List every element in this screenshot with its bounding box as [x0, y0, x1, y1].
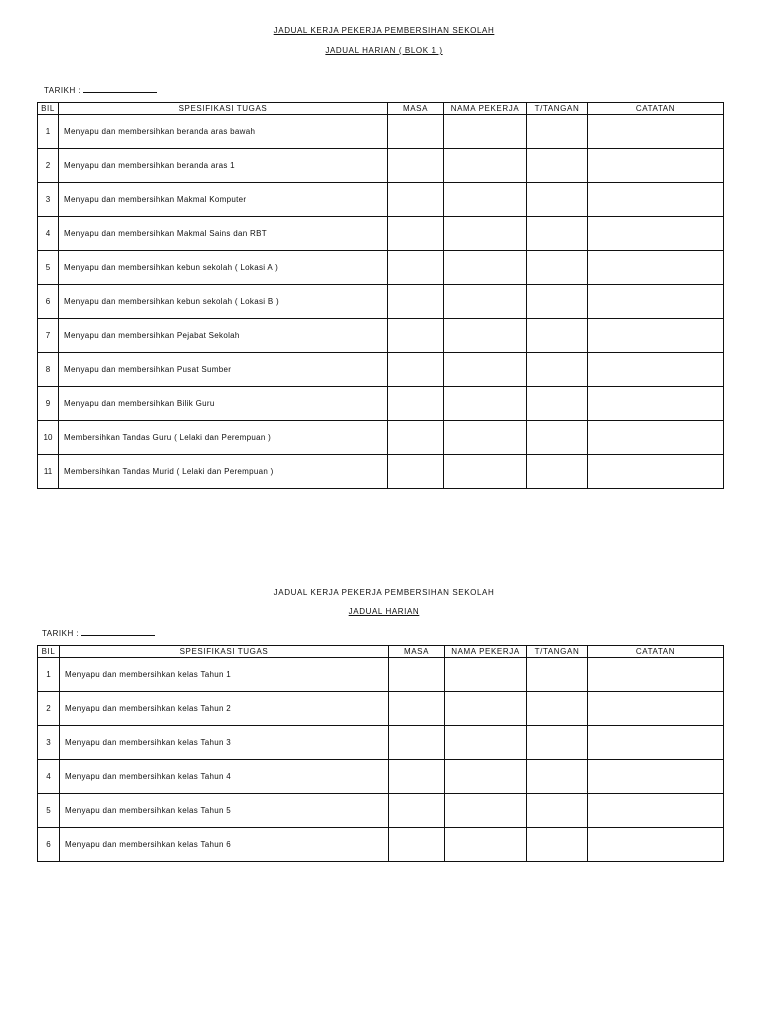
- catatan-cell[interactable]: [588, 387, 724, 421]
- catatan-cell[interactable]: [588, 251, 724, 285]
- column-header-bil: BIL: [38, 646, 60, 658]
- masa-cell[interactable]: [388, 421, 444, 455]
- t-tangan-cell[interactable]: [527, 387, 588, 421]
- section1-date-field: [44, 85, 157, 95]
- column-header-spesifikasi-tugas: SPESIFIKASI TUGAS: [60, 646, 389, 658]
- nama-pekerja-cell[interactable]: [445, 828, 527, 862]
- section1-header-row: [38, 103, 724, 115]
- catatan-cell[interactable]: [588, 183, 724, 217]
- masa-cell[interactable]: [389, 658, 445, 692]
- table-row: [38, 726, 724, 760]
- task-description: Menyapu dan membersihkan Pusat Sumber: [59, 353, 388, 387]
- table-row: [38, 353, 724, 387]
- catatan-cell[interactable]: [588, 285, 724, 319]
- masa-cell[interactable]: [388, 285, 444, 319]
- task-description: Menyapu dan membersihkan Makmal Komputer: [59, 183, 388, 217]
- masa-cell[interactable]: [388, 319, 444, 353]
- masa-cell[interactable]: [388, 149, 444, 183]
- nama-pekerja-cell[interactable]: [445, 794, 527, 828]
- table-row: [38, 828, 724, 862]
- row-number: 4: [38, 760, 60, 794]
- task-description: Menyapu dan membersihkan Makmal Sains dan RBT: [59, 217, 388, 251]
- masa-cell[interactable]: [388, 455, 444, 489]
- t-tangan-cell[interactable]: [527, 115, 588, 149]
- t-tangan-cell[interactable]: [527, 421, 588, 455]
- task-description: Membersihkan Tandas Guru ( Lelaki dan Perempuan ): [59, 421, 388, 455]
- t-tangan-cell[interactable]: [527, 319, 588, 353]
- table-row: [38, 692, 724, 726]
- nama-pekerja-cell[interactable]: [444, 455, 527, 489]
- t-tangan-cell[interactable]: [527, 285, 588, 319]
- nama-pekerja-cell[interactable]: [444, 217, 527, 251]
- row-number: 7: [38, 319, 59, 353]
- masa-cell[interactable]: [389, 794, 445, 828]
- row-number: 1: [38, 658, 60, 692]
- section2-date-label: TARIKH :: [42, 629, 80, 638]
- table-row: [38, 421, 724, 455]
- nama-pekerja-cell[interactable]: [445, 692, 527, 726]
- table-row: [38, 760, 724, 794]
- row-number: 6: [38, 285, 59, 319]
- task-description: Menyapu dan membersihkan kebun sekolah ( Lokasi A ): [59, 251, 388, 285]
- table-row: [38, 217, 724, 251]
- row-number: 5: [38, 794, 60, 828]
- row-number: 1: [38, 115, 59, 149]
- section2-title: JADUAL KERJA PEKERJA PEMBERSIHAN SEKOLAH: [273, 588, 495, 597]
- section1-date-label: TARIKH :: [44, 86, 82, 95]
- t-tangan-cell[interactable]: [527, 183, 588, 217]
- nama-pekerja-cell[interactable]: [444, 285, 527, 319]
- section1-title: JADUAL KERJA PEKERJA PEMBERSIHAN SEKOLAH: [273, 26, 495, 35]
- section2-date-field: [42, 628, 155, 638]
- nama-pekerja-cell[interactable]: [444, 251, 527, 285]
- nama-pekerja-cell[interactable]: [445, 760, 527, 794]
- section2-header-row: [38, 646, 724, 658]
- row-number: 5: [38, 251, 59, 285]
- catatan-cell[interactable]: [588, 353, 724, 387]
- masa-cell[interactable]: [389, 760, 445, 794]
- task-description: Menyapu dan membersihkan beranda aras 1: [59, 149, 388, 183]
- task-description: Menyapu dan membersihkan beranda aras bawah: [59, 115, 388, 149]
- row-number: 11: [38, 455, 59, 489]
- section1-schedule-table: [37, 102, 724, 489]
- t-tangan-cell[interactable]: [527, 828, 588, 862]
- row-number: 8: [38, 353, 59, 387]
- t-tangan-cell[interactable]: [527, 794, 588, 828]
- masa-cell[interactable]: [388, 217, 444, 251]
- nama-pekerja-cell[interactable]: [444, 421, 527, 455]
- section1-subtitle: JADUAL HARIAN ( BLOK 1 ): [325, 46, 443, 55]
- catatan-cell[interactable]: [588, 794, 724, 828]
- t-tangan-cell[interactable]: [527, 658, 588, 692]
- masa-cell[interactable]: [389, 726, 445, 760]
- section2-schedule-table: [37, 645, 724, 862]
- t-tangan-cell[interactable]: [527, 251, 588, 285]
- section2-date-line: [81, 628, 155, 636]
- task-description: Menyapu dan membersihkan Bilik Guru: [59, 387, 388, 421]
- task-description: Menyapu dan membersihkan Pejabat Sekolah: [59, 319, 388, 353]
- nama-pekerja-cell[interactable]: [444, 183, 527, 217]
- table-row: [38, 285, 724, 319]
- catatan-cell[interactable]: [588, 828, 724, 862]
- table-row: [38, 387, 724, 421]
- row-number: 3: [38, 183, 59, 217]
- row-number: 10: [38, 421, 59, 455]
- masa-cell[interactable]: [388, 183, 444, 217]
- table-row: [38, 251, 724, 285]
- table-row: [38, 183, 724, 217]
- t-tangan-cell[interactable]: [527, 455, 588, 489]
- column-header-nama-pekerja: NAMA PEKERJA: [445, 646, 527, 658]
- row-number: 4: [38, 217, 59, 251]
- row-number: 6: [38, 828, 60, 862]
- row-number: 2: [38, 149, 59, 183]
- task-description: Menyapu dan membersihkan kebun sekolah ( Lokasi B ): [59, 285, 388, 319]
- masa-cell[interactable]: [388, 251, 444, 285]
- table-row: [38, 658, 724, 692]
- section1-date-line: [83, 85, 157, 93]
- catatan-cell[interactable]: [588, 726, 724, 760]
- catatan-cell[interactable]: [588, 760, 724, 794]
- column-header-bil: BIL: [38, 103, 59, 115]
- table-row: [38, 149, 724, 183]
- task-description: Menyapu dan membersihkan kelas Tahun 4: [60, 760, 389, 794]
- nama-pekerja-cell[interactable]: [444, 115, 527, 149]
- task-description: Menyapu dan membersihkan kelas Tahun 2: [60, 692, 389, 726]
- column-header-masa: MASA: [389, 646, 445, 658]
- row-number: 2: [38, 692, 60, 726]
- section2-subtitle: JADUAL HARIAN: [348, 607, 420, 616]
- table-row: [38, 455, 724, 489]
- task-description: Menyapu dan membersihkan kelas Tahun 1: [60, 658, 389, 692]
- catatan-cell[interactable]: [588, 455, 724, 489]
- t-tangan-cell[interactable]: [527, 217, 588, 251]
- t-tangan-cell[interactable]: [527, 760, 588, 794]
- catatan-cell[interactable]: [588, 319, 724, 353]
- task-description: Menyapu dan membersihkan kelas Tahun 6: [60, 828, 389, 862]
- column-header-catatan: CATATAN: [588, 646, 724, 658]
- task-description: Membersihkan Tandas Murid ( Lelaki dan Perempuan ): [59, 455, 388, 489]
- column-header-t-tangan: T/TANGAN: [527, 646, 588, 658]
- column-header-spesifikasi-tugas: SPESIFIKASI TUGAS: [59, 103, 388, 115]
- masa-cell[interactable]: [388, 353, 444, 387]
- catatan-cell[interactable]: [588, 217, 724, 251]
- masa-cell[interactable]: [388, 115, 444, 149]
- masa-cell[interactable]: [389, 828, 445, 862]
- t-tangan-cell[interactable]: [527, 149, 588, 183]
- catatan-cell[interactable]: [588, 149, 724, 183]
- t-tangan-cell[interactable]: [527, 692, 588, 726]
- catatan-cell[interactable]: [588, 692, 724, 726]
- nama-pekerja-cell[interactable]: [445, 658, 527, 692]
- nama-pekerja-cell[interactable]: [444, 387, 527, 421]
- row-number: 3: [38, 726, 60, 760]
- task-description: Menyapu dan membersihkan kelas Tahun 3: [60, 726, 389, 760]
- column-header-t-tangan: T/TANGAN: [527, 103, 588, 115]
- t-tangan-cell[interactable]: [527, 726, 588, 760]
- nama-pekerja-cell[interactable]: [444, 319, 527, 353]
- table-row: [38, 794, 724, 828]
- table-row: [38, 115, 724, 149]
- masa-cell[interactable]: [389, 692, 445, 726]
- nama-pekerja-cell[interactable]: [444, 149, 527, 183]
- t-tangan-cell[interactable]: [527, 353, 588, 387]
- nama-pekerja-cell[interactable]: [444, 353, 527, 387]
- task-description: Menyapu dan membersihkan kelas Tahun 5: [60, 794, 389, 828]
- row-number: 9: [38, 387, 59, 421]
- column-header-catatan: CATATAN: [588, 103, 724, 115]
- nama-pekerja-cell[interactable]: [445, 726, 527, 760]
- masa-cell[interactable]: [388, 387, 444, 421]
- catatan-cell[interactable]: [588, 421, 724, 455]
- catatan-cell[interactable]: [588, 115, 724, 149]
- column-header-masa: MASA: [388, 103, 444, 115]
- catatan-cell[interactable]: [588, 658, 724, 692]
- table-row: [38, 319, 724, 353]
- column-header-nama-pekerja: NAMA PEKERJA: [444, 103, 527, 115]
